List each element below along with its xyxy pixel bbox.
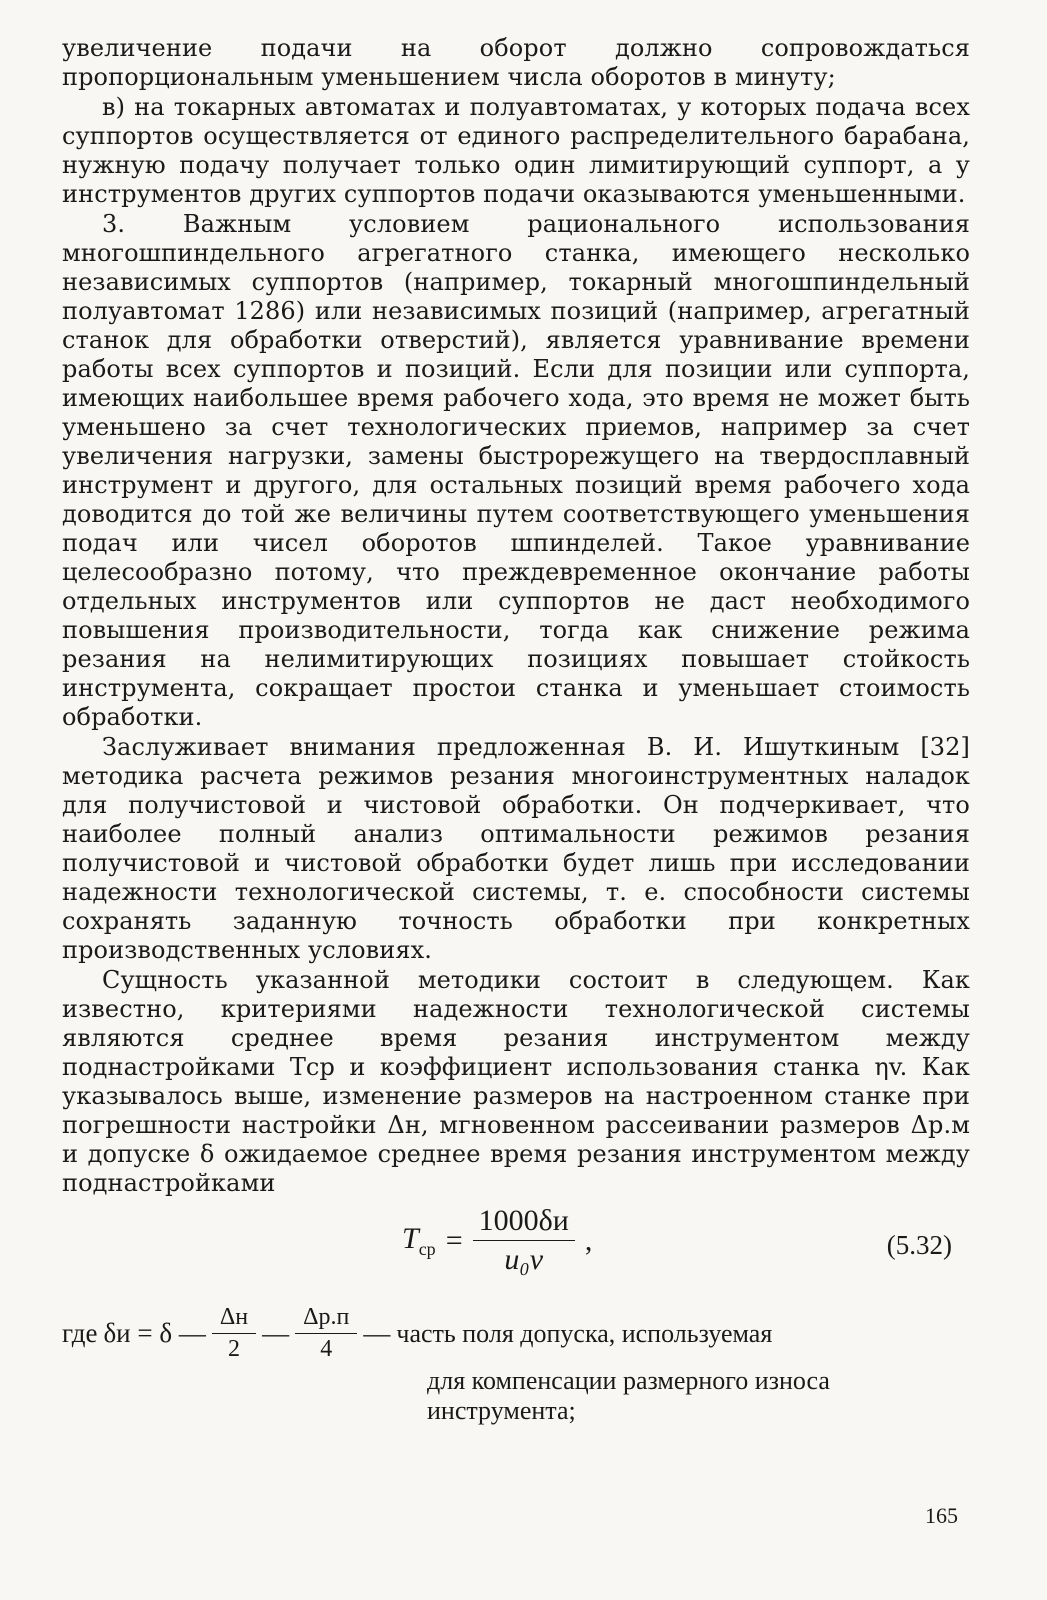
formula-fraction bbox=[473, 1204, 575, 1277]
where-lhs: δи = δ — bbox=[103, 1318, 206, 1348]
formula-numerator: 1000δи bbox=[473, 1204, 575, 1241]
formula-lhs: $T_{ср}$ bbox=[402, 1221, 436, 1259]
where-desc-first: часть поля допуска, используемая bbox=[396, 1318, 773, 1348]
where-fraction-1: $\frac{\Delta н}{2}$ bbox=[212, 1304, 256, 1363]
where-clause bbox=[62, 1304, 970, 1424]
where-line bbox=[62, 1304, 970, 1363]
equals-sign: = bbox=[445, 1223, 463, 1257]
where-minus: — bbox=[262, 1318, 290, 1348]
where-dash: — bbox=[363, 1318, 391, 1348]
where-prefix: где bbox=[62, 1318, 98, 1348]
paragraph-3: 3. Важным условием рационального использования многошпиндельного агрегатного станка, имеющего несколько независимых суппортов (например, токарный многошпиндельный полуавтомат 1286) или независимых позиций (например, агрегатный станок для обработки отверстий), является уравнивание времени работы всех суппортов и позиций. Если для позиции или суппорта, имеющих наибольшее время рабочего хода, это время не может быть уменьшено за счет технологических приемов, например за счет увеличения нагрузки, замены быстрорежущего на твердосплавный инструмент и другого, для остальных позиций время рабочего хода доводится до той же величины путем соответствующего уменьшения подач или чисел оборотов шпинделей. Такое уравнивание целесообразно потому, что преждевременное окончание работы отдельных инструментов или суппортов не даст необходимого повышения производительности, тогда как снижение режима резания на нелимитирующих позициях повышает стойкость инструмента, сокращает простои станка и уменьшает стоимость обработки. bbox=[62, 210, 970, 731]
paragraph-1: увеличение подачи на оборот должно сопровождаться пропорциональным уменьшением числа оборотов в минуту; bbox=[62, 34, 970, 91]
formula-trailing: , bbox=[584, 1223, 593, 1257]
formula-denominator: u₀v bbox=[504, 1243, 544, 1276]
formula-5-32 bbox=[62, 1204, 970, 1300]
formula-number: (5.32) bbox=[886, 1230, 952, 1260]
formula-expression bbox=[402, 1204, 592, 1277]
page-number: 165 bbox=[925, 1503, 958, 1528]
paragraph-4: Заслуживает внимания предложенная В. И. Ишуткиным [32] методика расчета режимов резания многоинструментных наладок для получистовой и чистовой обработки. Он подчеркивает, что наиболее полный анализ оптимальности режимов резания получистовой и чистовой обработки будет лишь при исследовании надежности технологической системы, т. е. способности системы сохранять заданную точность обработки при конкретных производственных условиях. bbox=[62, 733, 970, 964]
where-fraction-2: $\frac{\Delta р.п}{4}$ bbox=[295, 1304, 357, 1363]
page-content bbox=[62, 34, 970, 1424]
paragraph-2: в) на токарных автоматах и полуавтоматах, у которых подача всех суппортов осуществляется от единого распределительного барабана, нужную подачу получает только один лимитирующий суппорт, а у инструментов других суппортов подачи оказываются уменьшенными. bbox=[62, 93, 970, 208]
paragraph-5: Сущность указанной методики состоит в следующем. Как известно, критериями надежности технологической системы являются среднее время резания инструментом между поднастройками Tср и коэффициент использования станка ηv. Как указывалось выше, изменение размеров на настроенном станке при погрешности настройки Δн, мгновенном рассеивании размеров Δр.м и допуске δ ожидаемое среднее время резания инструментом между поднастройками bbox=[62, 966, 970, 1197]
where-desc-rest: для компенсации размерного износа инструмента; bbox=[427, 1366, 830, 1425]
